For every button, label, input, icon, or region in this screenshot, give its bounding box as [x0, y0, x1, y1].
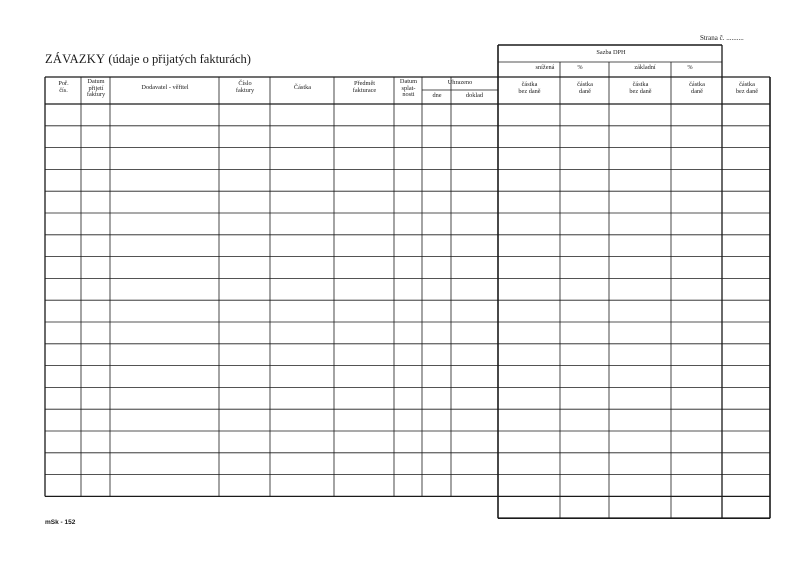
header-paid-document: doklad [465, 92, 484, 99]
header-vat-reduced-percent: % [577, 64, 583, 71]
header-basic-tax: částka daně [689, 81, 705, 95]
form-code: mSk - 152 [45, 519, 76, 526]
header-date-received: Datum přijetí faktury [86, 78, 106, 99]
header-reduced-base: částka bez daně [518, 81, 541, 95]
header-subject: Předmět fakturace [352, 80, 377, 94]
header-vat-reduced: snížená [535, 64, 555, 71]
header-vat-rate: Sazba DPH [596, 49, 626, 56]
header-supplier: Dodavatel - věřitel [141, 84, 189, 91]
header-no-tax-base: částka bez daně [735, 81, 759, 95]
header-basic-base: částka bez daně [629, 81, 652, 95]
header-vat-basic: základní [634, 64, 656, 71]
header-amount: Částka [293, 84, 312, 91]
page-number-label: Strana č. .......... [700, 34, 744, 42]
header-vat-basic-percent: % [687, 64, 693, 71]
header-invoice-no: Číslo faktury [235, 80, 255, 94]
form-title-main: ZÁVAZKY [45, 52, 106, 66]
header-paid: Uhrazeno [447, 79, 473, 86]
header-reduced-tax: částka daně [577, 81, 593, 95]
form-title-sub: (údaje o přijatých fakturách) [108, 52, 251, 66]
header-paid-day: dne [432, 92, 442, 99]
header-due-date: Datum splat- nosti [399, 78, 418, 99]
header-order-no: Poř. čís. [58, 80, 69, 94]
